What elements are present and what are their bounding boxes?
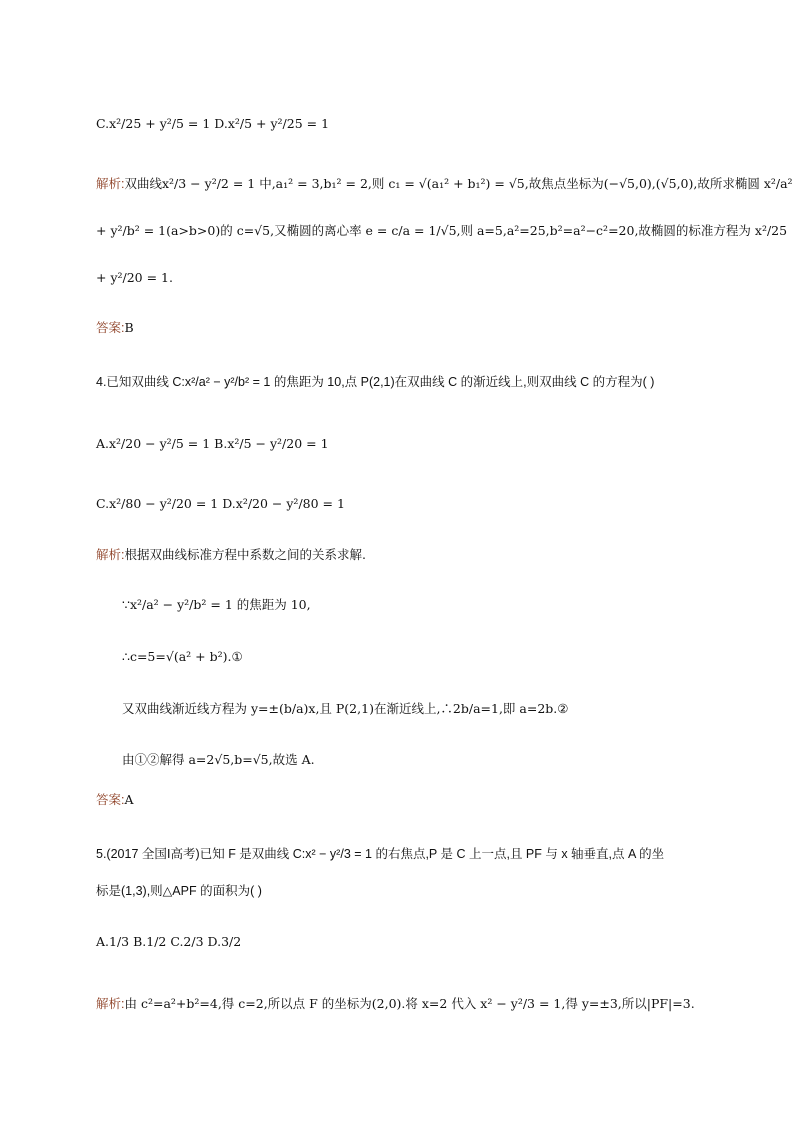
question-4: 4.已知双曲线 C:x²/a² − y²/b² = 1 的焦距为 10,点 P(2,1)在双曲线 C 的渐近线上,则双曲线 C 的方程为( ) [96,375,655,389]
answer-label: 答案: [96,793,125,807]
analysis-q4-line3: ∴c=5=√(a² + b²).① [122,649,243,664]
analysis-q4-line5: 由①②解得 a=2√5,b=√5,故选 A. [122,752,315,767]
question-5-line1: 5.(2017 全国Ⅰ高考)已知 F 是双曲线 C:x² − y²/3 = 1 的右焦点,P 是 C 上一点,且 PF 与 x 轴垂直,点 A 的坐 [96,847,665,861]
analysis-label: 解析: [96,177,125,191]
answer-q3: 答案:B [96,320,134,335]
analysis-label: 解析: [96,548,125,562]
answer-label: 答案: [96,321,125,335]
analysis-q4-line2: ∵x²/a² − y²/b² = 1 的焦距为 10, [122,597,311,612]
options-a-b-q4: A.x²/20 − y²/5 = 1 B.x²/5 − y²/20 = 1 [96,436,329,451]
answer-q4: 答案:A [96,792,134,807]
analysis-q3-line1: 解析:双曲线x²/3 − y²/2 = 1 中,a₁² = 3,b₁² = 2,则 c₁ = √(a₁² + b₁²) = √5,故焦点坐标为(−√5,0),(√5,0),故所求椭圆 x²/a² [96,176,793,191]
analysis-q5: 解析:由 c²=a²+b²=4,得 c=2,所以点 F 的坐标为(2,0).将 x=2 代入 x² − y²/3 = 1,得 y=±3,所以|PF|=3. [96,996,695,1011]
options-q5: A.1/3 B.1/2 C.2/3 D.3/2 [96,934,242,949]
analysis-q3-line3: + y²/20 = 1. [96,270,173,285]
question-5-line2: 标是(1,3),则△APF 的面积为( ) [96,884,262,898]
options-c-d-q3: C.x²/25 + y²/5 = 1 D.x²/5 + y²/25 = 1 [96,116,330,131]
analysis-q3-line2: + y²/b² = 1(a>b>0)的 c=√5,又椭圆的离心率 e = c/a = 1/√5,则 a=5,a²=25,b²=a²−c²=20,故椭圆的标准方程为 x²/25 [96,223,788,238]
analysis-label: 解析: [96,997,125,1011]
options-c-d-q4: C.x²/80 − y²/20 = 1 D.x²/20 − y²/80 = 1 [96,496,345,511]
analysis-q4-line1: 解析:根据双曲线标准方程中系数之间的关系求解. [96,547,366,562]
analysis-q4-line4: 又双曲线渐近线方程为 y=±(b/a)x,且 P(2,1)在渐近线上,∴2b/a=1,即 a=2b.② [122,701,569,716]
